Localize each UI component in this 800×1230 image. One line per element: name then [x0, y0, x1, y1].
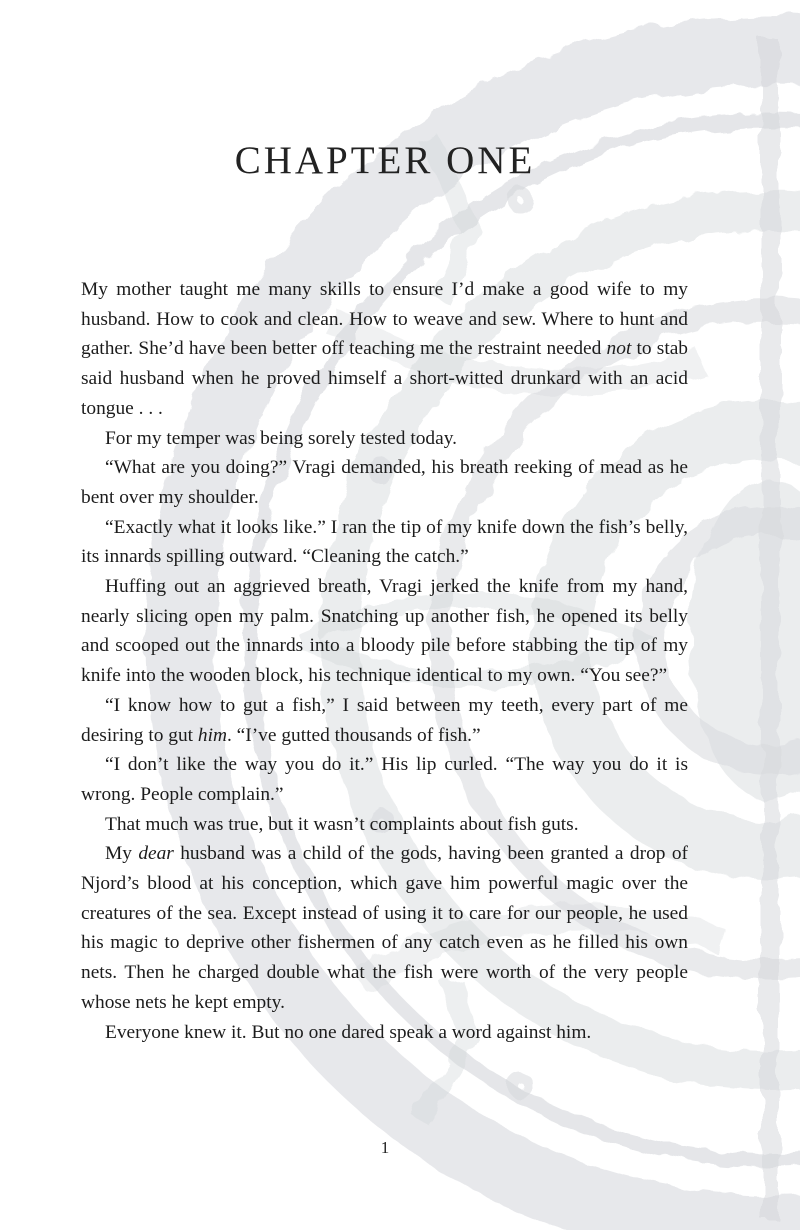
paragraph	[81, 275, 688, 424]
text-run: Everyone knew it. But no one dared speak a word against him.	[105, 1021, 592, 1043]
italic-text: dear	[138, 843, 174, 865]
text-run: to stab said husband when he proved himself a short-witted drunkard with an acid tongue . . .	[81, 338, 689, 419]
text-run: . “I’ve gutted thousands of fish.”	[226, 724, 481, 746]
chapter-title: CHAPTER ONE	[234, 139, 536, 182]
text-run: That much was true, but it wasn’t complaints about fish guts.	[105, 813, 579, 835]
paragraph	[81, 839, 688, 1017]
text-run: “Exactly what it looks like.” I ran the tip of my knife down the fish’s belly, its innards spilling outward. “Cleaning the catch.”	[81, 516, 688, 568]
paragraph	[81, 1018, 688, 1048]
chapter-body	[81, 275, 688, 1047]
text-run: husband was a child of the gods, having been granted a drop of Njord’s blood at his conception, which gave him powerful magic over the creatures of the sea. Except instead of using it to care for our people, he used his magic to deprive other fishermen of any catch even as he filled his own nets. Then he charged double what the fish were worth of the very people whose nets he kept empty.	[81, 843, 688, 1013]
paragraph	[81, 424, 688, 454]
paragraph	[81, 691, 688, 750]
italic-text: him	[197, 724, 227, 746]
paragraph	[81, 750, 688, 809]
paragraph	[81, 453, 688, 512]
paragraph	[81, 513, 688, 572]
text-run: “I know how to gut a fish,” I said between my teeth, every part of me desiring to gut	[81, 694, 688, 746]
paragraph	[81, 810, 688, 840]
italic-text: not	[606, 338, 632, 360]
text-run: Huffing out an aggrieved breath, Vragi jerked the knife from my hand, nearly slicing open my palm. Snatching up another fish, he opened its belly and scooped out the innards into a bloody pile before stabbing the tip of my knife into the wooden block, his technique identical to my own. “You see?”	[81, 576, 688, 687]
text-run: “What are you doing?” Vragi demanded, his breath reeking of mead as he bent over my shoulder.	[81, 457, 688, 508]
text-run: For my temper was being sorely tested today.	[105, 427, 458, 449]
page-number: 1	[380, 1138, 390, 1157]
text-run: My	[105, 843, 139, 865]
text-run: My mother taught me many skills to ensure I’d make a good wife to my husband. How to cook and clean. How to weave and sew. Where to hunt and gather. She’d have been better off teaching me the restraint needed	[81, 279, 688, 360]
paragraph	[81, 572, 688, 691]
text-run: “I don’t like the way you do it.” His lip curled. “The way you do it is wrong. People complain.”	[81, 754, 688, 805]
